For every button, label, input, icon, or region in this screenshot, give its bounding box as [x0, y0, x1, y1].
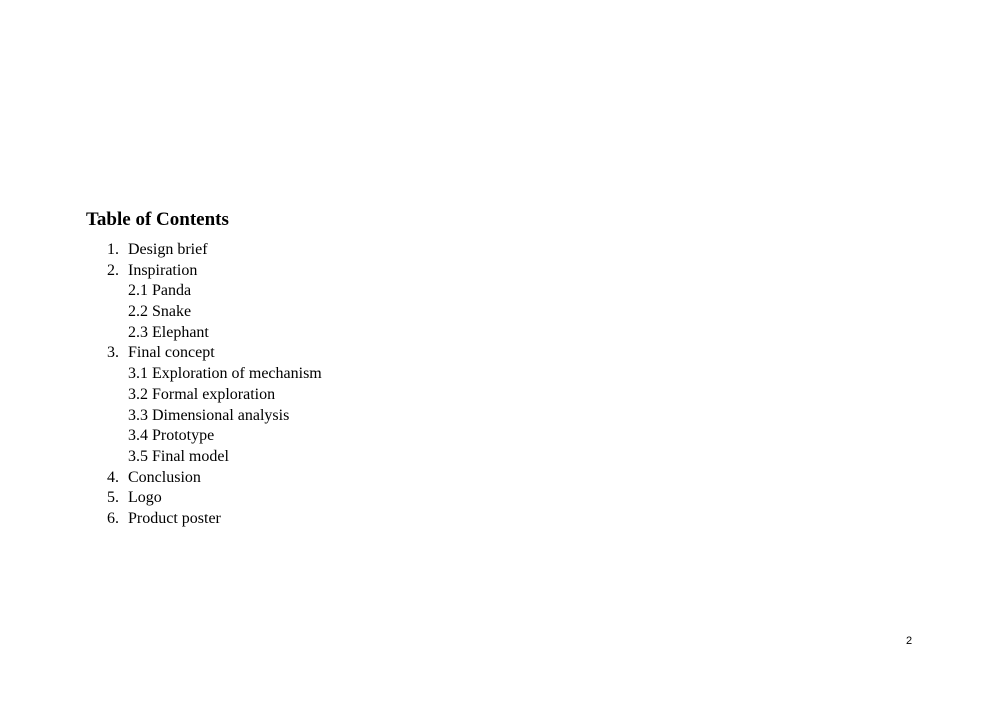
toc-subentry-text: 3.5 Final model — [128, 447, 229, 465]
toc-entry-text: Final concept — [128, 344, 215, 362]
toc-subentry-text: 3.1 Exploration of mechanism — [128, 365, 322, 383]
toc-entry-text: Inspiration — [128, 261, 198, 279]
toc-entry-text: Design brief — [128, 241, 208, 258]
toc-subentry-text: 3.3 Dimensional analysis — [128, 406, 290, 424]
page-number: 2 — [906, 635, 913, 647]
toc-entry-number: 4. — [107, 468, 119, 486]
toc-entry-number: 6. — [107, 509, 119, 527]
page-title: Table of Contents — [86, 209, 229, 230]
toc-entry-number: 2. — [107, 261, 119, 279]
toc-entry-text: Conclusion — [128, 468, 201, 486]
toc-entry-number: 1. — [107, 241, 119, 258]
toc-entry-number: 3. — [107, 344, 119, 362]
toc-entry-number: 5. — [107, 489, 119, 507]
toc-subentry-text: 3.2 Formal exploration — [128, 385, 276, 403]
toc-entry-text: Product poster — [128, 509, 221, 527]
toc-entry-text: Logo — [128, 489, 162, 507]
toc-subentry-text: 2.1 Panda — [128, 282, 192, 300]
toc-subentry-text: 3.4 Prototype — [128, 427, 215, 445]
toc-subentry-text: 2.3 Elephant — [128, 323, 209, 341]
toc-subentry-text: 2.2 Snake — [128, 303, 192, 321]
